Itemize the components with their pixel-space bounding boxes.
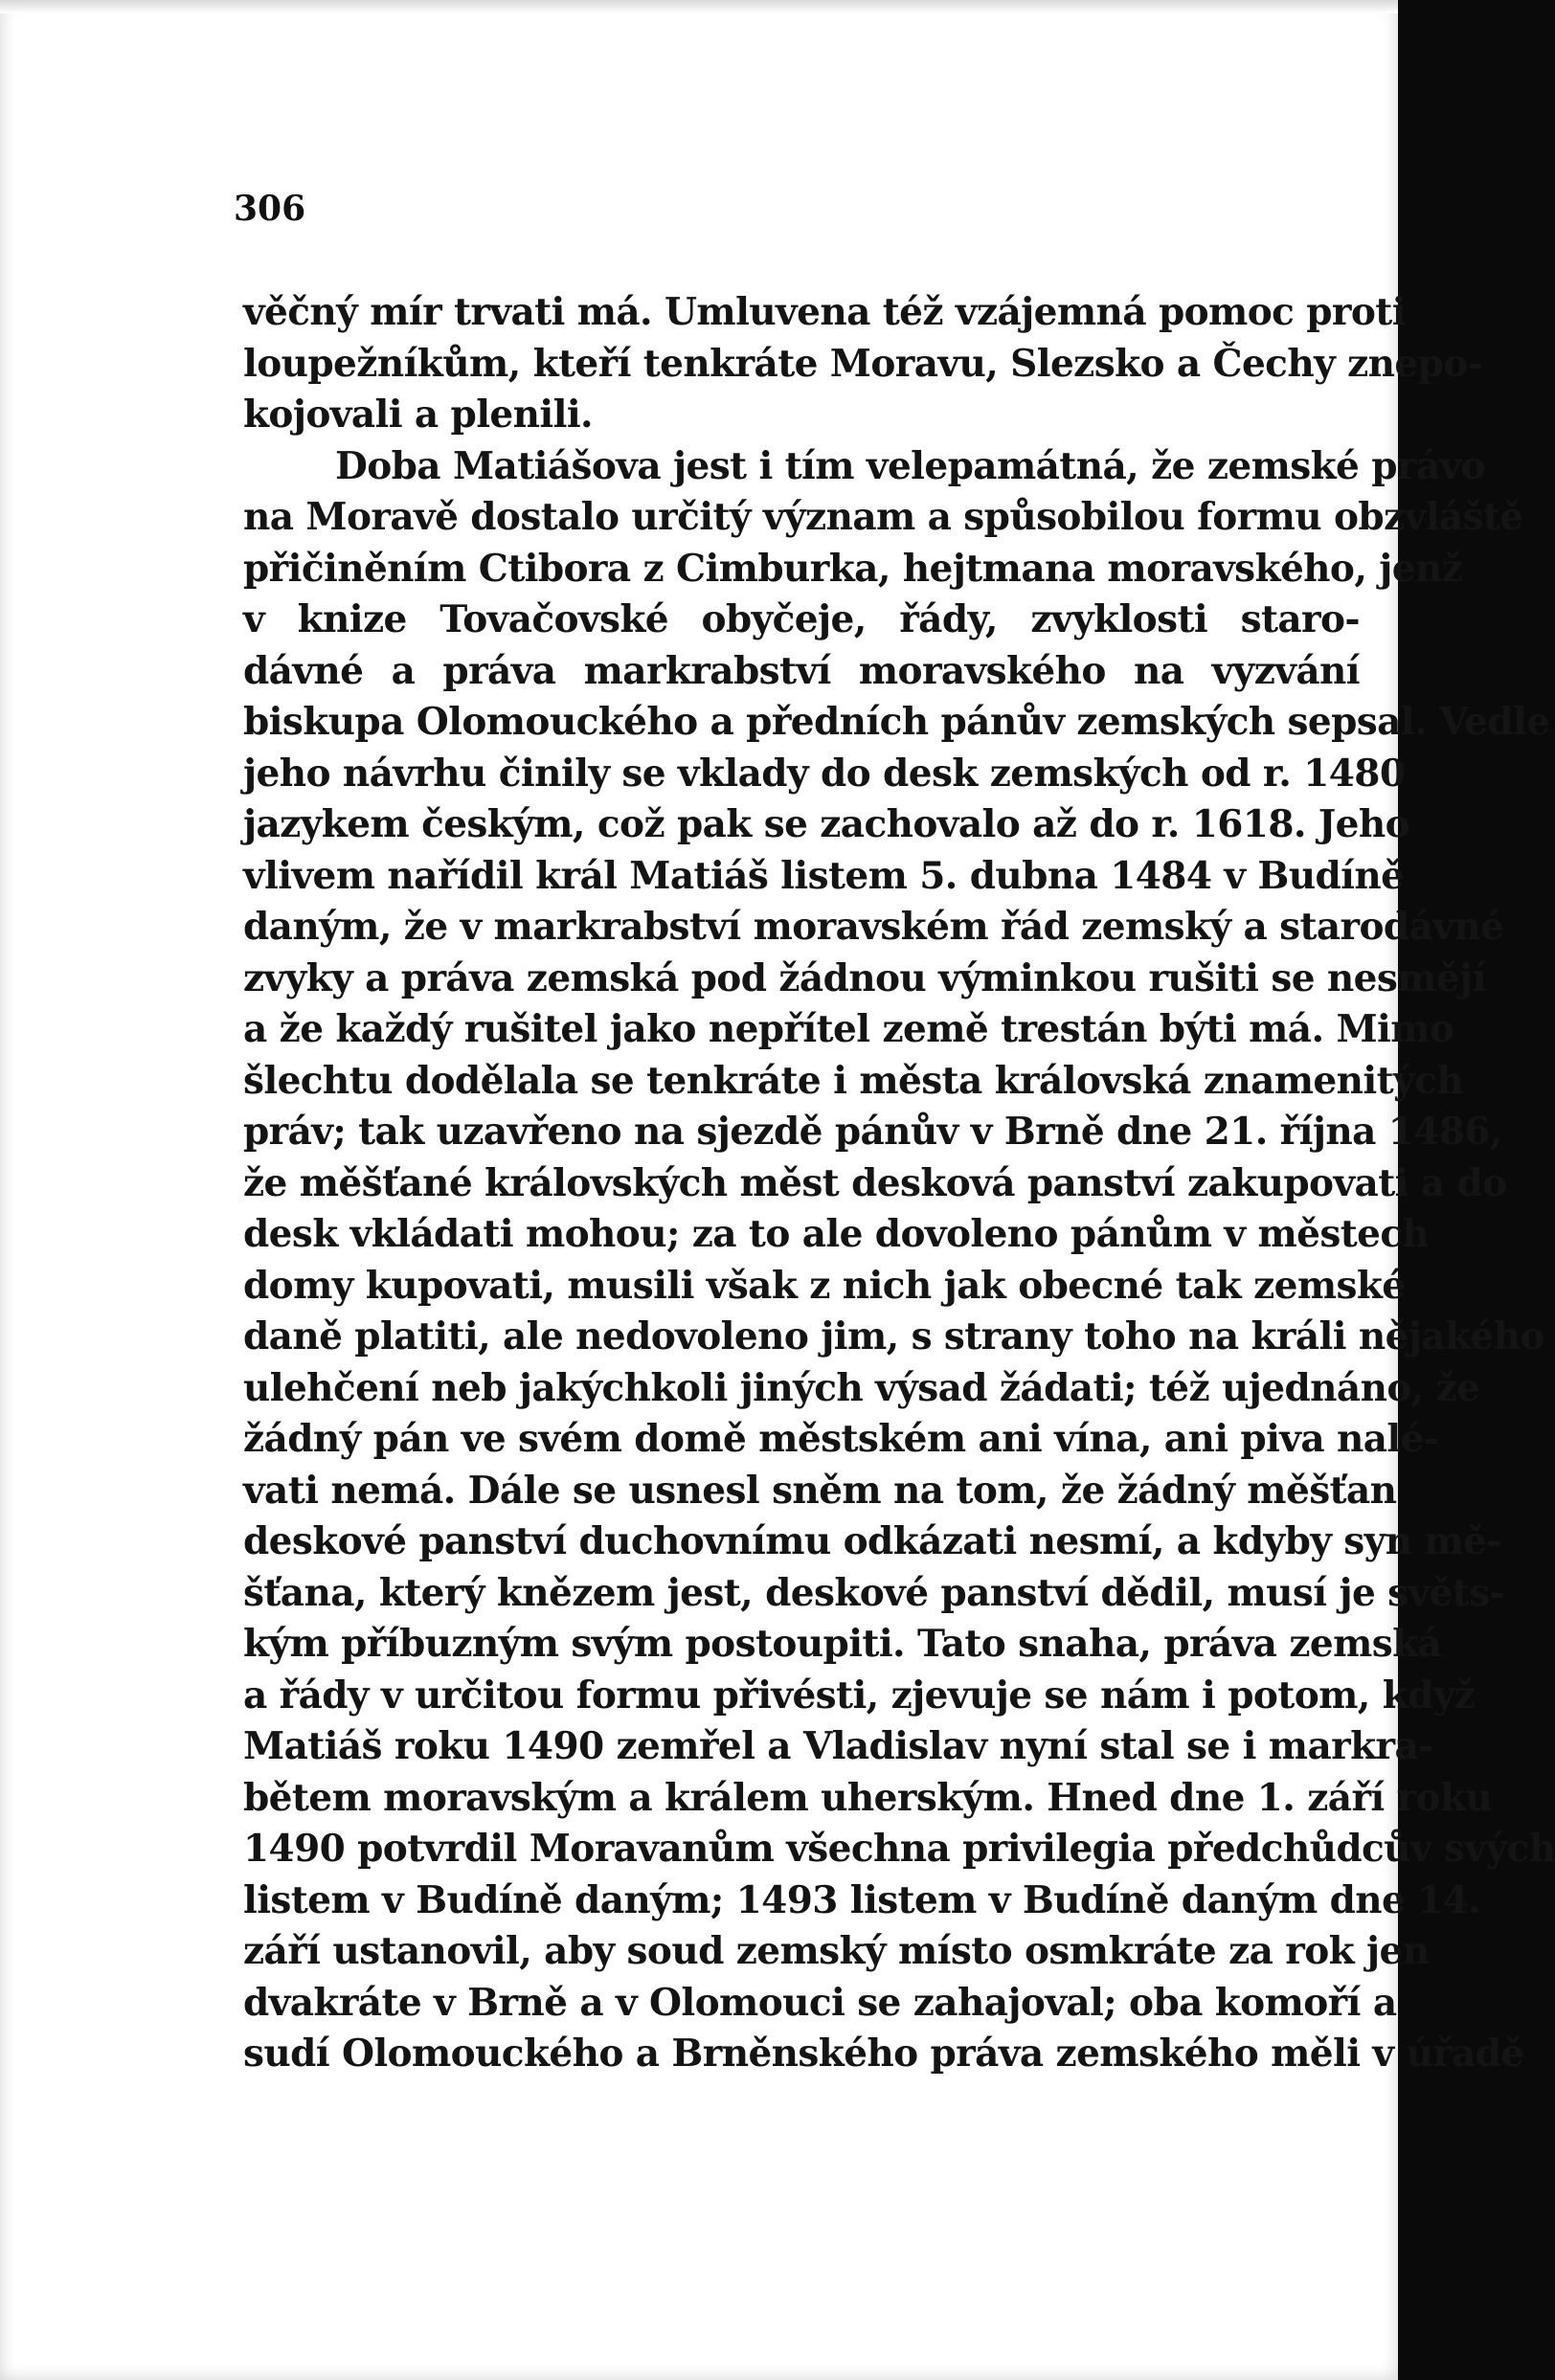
- text-line: věčný mír trvati má. Umluvena též vzájemná pomoc proti: [243, 290, 1406, 334]
- text-line: žádný pán ve svém domě městském ani vína, ani piva nalé-: [243, 1417, 1439, 1461]
- text-line: vlivem nařídil král Matiáš listem 5. dubna 1484 v Budíně: [243, 853, 1405, 898]
- text-line: Matiáš roku 1490 zemřel a Vladislav nyní stal se i markra-: [243, 1724, 1433, 1768]
- text-line: vati nemá. Dále se usnesl sněm na tom, že žádný měšťan: [243, 1468, 1397, 1513]
- text-line: práv; tak uzavřeno na sjezdě pánův v Brně dne 21. října 1486,: [243, 1110, 1502, 1154]
- text-line: v knize Tovačovské obyčeje, řády, zvyklosti staro-: [243, 597, 1360, 641]
- text-line: desk vkládati mohou; za to ale dovoleno pánům v městech: [243, 1212, 1430, 1256]
- text-line: ulehčení neb jakýchkoli jiných výsad žádati; též ujednáno, že: [243, 1365, 1480, 1410]
- text-line: 1490 potvrdil Moravanům všechna privilegia předchůdcův svých: [243, 1827, 1555, 1871]
- text-line: dávné a práva markrabství moravského na vyzvání: [243, 648, 1360, 693]
- text-line: kým příbuzným svým postoupiti. Tato snaha, práva zemská: [243, 1622, 1442, 1666]
- text-line: listem v Budíně daným; 1493 listem v Budíně daným dne 14.: [243, 1877, 1481, 1922]
- text-line: na Moravě dostalo určitý význam a spůsobilou formu obzvláště: [243, 495, 1523, 539]
- text-line: šlechtu dodělala se tenkráte i města královská znamenitých: [243, 1058, 1463, 1103]
- text-line: šťana, který knězem jest, deskové panství dědil, musí je světs-: [243, 1570, 1505, 1615]
- text-line: dvakráte v Brně a v Olomouci se zahajoval; oba komoří a: [243, 1980, 1397, 2025]
- text-line: sudí Olomouckého a Brněnského práva zemského měli v úřadě: [243, 2032, 1524, 2076]
- text-line: domy kupovati, musili však z nich jak obecné tak zemské: [243, 1263, 1406, 1308]
- body-text: [243, 287, 1555, 2080]
- text-line: a že každý rušitel jako nepřítel země trestán býti má. Mimo: [243, 1007, 1454, 1051]
- text-line: loupežníkům, kteří tenkráte Moravu, Slezsko a Čechy znepo-: [243, 341, 1483, 386]
- text-line: kojovali a plenili.: [243, 393, 594, 437]
- text-line: přičiněním Ctibora z Cimburka, hejtmana moravského, jenž: [243, 546, 1463, 591]
- text-line: daným, že v markrabství moravském řád zemský a starodávné: [243, 905, 1504, 949]
- text-line: že měšťané královských měst desková panství zakupovati a do: [243, 1160, 1507, 1205]
- page-number: 306: [234, 189, 306, 229]
- text-line: září ustanovil, aby soud zemský místo osmkráte za rok jen: [243, 1929, 1430, 1973]
- text-line: jazykem českým, což pak se zachovalo až do r. 1618. Jeho: [243, 802, 1410, 846]
- text-line: jeho návrhu činily se vklady do desk zemských od r. 1480: [243, 751, 1406, 796]
- page-edge-shadow: [0, 0, 1398, 13]
- text-line: bětem moravským a králem uherským. Hned dne 1. září roku: [243, 1775, 1493, 1820]
- text-line: daně platiti, ale nedovoleno jim, s strany toho na králi nějakého: [243, 1314, 1544, 1358]
- text-line: zvyky a práva zemská pod žádnou výminkou rušiti se nesmějí: [243, 955, 1486, 1000]
- text-line: deskové panství duchovnímu odkázati nesmí, a kdyby syn mě-: [243, 1519, 1501, 1563]
- text-line: biskupa Olomouckého a předních pánův zemských sepsal. Vedle: [243, 700, 1550, 744]
- paragraph-first-line: Doba Matiášova jest i tím velepamátná, že zemské právo: [335, 443, 1485, 488]
- text-line: a řády v určitou formu přivésti, zjevuje se nám i potom, když: [243, 1673, 1476, 1718]
